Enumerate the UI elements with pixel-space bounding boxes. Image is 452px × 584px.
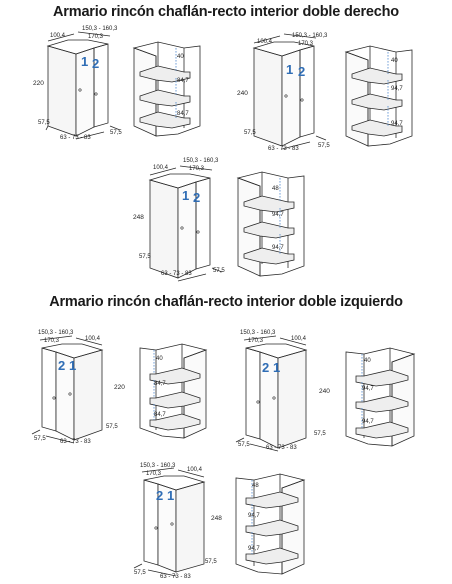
dim-depth: 100,4 <box>291 336 307 342</box>
shelf-dim: 84,7 <box>154 381 166 387</box>
dim-width-mid: 170,3 <box>44 338 60 344</box>
dim-height: 220 <box>33 80 44 87</box>
dim-height: 248 <box>133 214 144 221</box>
dim-height: 220 <box>114 384 125 391</box>
dim-depth: 100,4 <box>187 467 203 473</box>
door-number: 1 <box>81 54 89 69</box>
dim-side: 57,5 <box>205 559 217 565</box>
shelf-dim: 94,7 <box>362 386 374 392</box>
dim-depth: 100,4 <box>85 336 101 342</box>
dim-width-range: 150,3 - 160,3 <box>82 26 118 32</box>
shelf-dim: 40 <box>156 356 163 362</box>
shelf-dim: 48 <box>252 483 259 489</box>
dim-width-range: 150,3 - 160,3 <box>183 158 219 164</box>
shelf-dim: 94,7 <box>362 419 374 425</box>
dim-width-range: 150,3 - 160,3 <box>140 463 176 469</box>
door-number: 2 <box>298 64 306 79</box>
dim-width-mid: 170,3 <box>298 41 314 47</box>
dim-side: 57,5 <box>110 130 122 136</box>
title-left: Armario rincón chaflán-recto interior doble izquierdo <box>49 294 403 310</box>
dim-width-mid: 170,3 <box>88 34 104 40</box>
dim-side: 57,5 <box>213 268 225 274</box>
shelf-dim: 84,7 <box>154 412 166 418</box>
dim-width-mid: 170,3 <box>248 338 264 344</box>
dim-width-mid: 170,3 <box>189 166 205 172</box>
dim-side: 57,5 <box>134 570 146 576</box>
dim-height: 240 <box>319 388 330 395</box>
shelf-dim: 94,7 <box>272 245 284 251</box>
dim-width-range: 150,3 - 160,3 <box>292 33 328 39</box>
shelf-dim: 84,7 <box>177 111 189 117</box>
shelf-dim: 94,7 <box>391 121 403 127</box>
door-number: 1 <box>273 360 281 375</box>
door-number: 1 <box>167 488 175 503</box>
cabinet-left-240-interior <box>338 344 420 450</box>
dim-depth: 100,4 <box>50 33 66 39</box>
dim-chamfer: 63 - 73 - 83 <box>60 439 91 445</box>
dim-width-range: 150,3 - 160,3 <box>240 330 276 336</box>
shelf-dim: 40 <box>177 54 184 60</box>
door-number: 2 <box>193 190 201 205</box>
dim-height: 240 <box>237 90 248 97</box>
title-right: Armario rincón chaflán-recto interior doble derecho <box>53 4 399 20</box>
dim-side: 57,5 <box>34 436 46 442</box>
dim-depth: 100,4 <box>257 39 273 45</box>
door-number: 2 <box>156 488 164 503</box>
cabinet-left-240-exterior <box>232 330 332 456</box>
shelf-dim: 84,7 <box>177 78 189 84</box>
shelf-dim: 48 <box>272 186 279 192</box>
door-number: 1 <box>182 188 190 203</box>
shelf-dim: 94,7 <box>272 212 284 218</box>
cabinet-right-240-interior <box>340 42 422 150</box>
door-number: 2 <box>262 360 270 375</box>
shelf-dim: 40 <box>391 58 398 64</box>
shelf-dim: 94,7 <box>391 86 403 92</box>
dim-chamfer: 63 - 73 - 83 <box>268 146 299 152</box>
dim-side: 57,5 <box>314 431 326 437</box>
cabinet-right-248-interior <box>232 168 314 280</box>
shelf-dim: 94,7 <box>248 546 260 552</box>
dim-side: 57,5 <box>38 120 50 126</box>
door-number: 1 <box>286 62 294 77</box>
dim-side: 57,5 <box>106 424 118 430</box>
door-number: 2 <box>92 56 100 71</box>
dim-side: 57,5 <box>139 254 151 260</box>
dim-chamfer: 63 - 73 - 83 <box>160 574 191 580</box>
dim-chamfer: 63 - 73 - 83 <box>161 271 192 277</box>
door-number: 2 <box>58 358 66 373</box>
cabinet-left-248-interior <box>228 470 312 578</box>
dim-side: 57,5 <box>244 130 256 136</box>
dim-width-mid: 170,3 <box>146 471 162 477</box>
dim-height: 248 <box>211 515 222 522</box>
shelf-dim: 94,7 <box>248 513 260 519</box>
door-number: 1 <box>69 358 77 373</box>
shelf-dim: 40 <box>364 358 371 364</box>
dim-side: 57,5 <box>318 143 330 149</box>
dim-depth: 100,4 <box>153 165 169 171</box>
cabinet-left-220-interior <box>132 340 212 444</box>
cabinet-left-220-exterior <box>28 330 128 448</box>
dim-width-range: 150,3 - 160,3 <box>38 330 74 336</box>
cabinet-right-220-interior <box>128 38 208 140</box>
cabinet-right-248-exterior <box>130 160 230 284</box>
dim-side: 57,5 <box>238 442 250 448</box>
dim-chamfer: 63 - 73 - 83 <box>60 135 91 141</box>
dim-chamfer: 63 - 73 - 83 <box>266 445 297 451</box>
